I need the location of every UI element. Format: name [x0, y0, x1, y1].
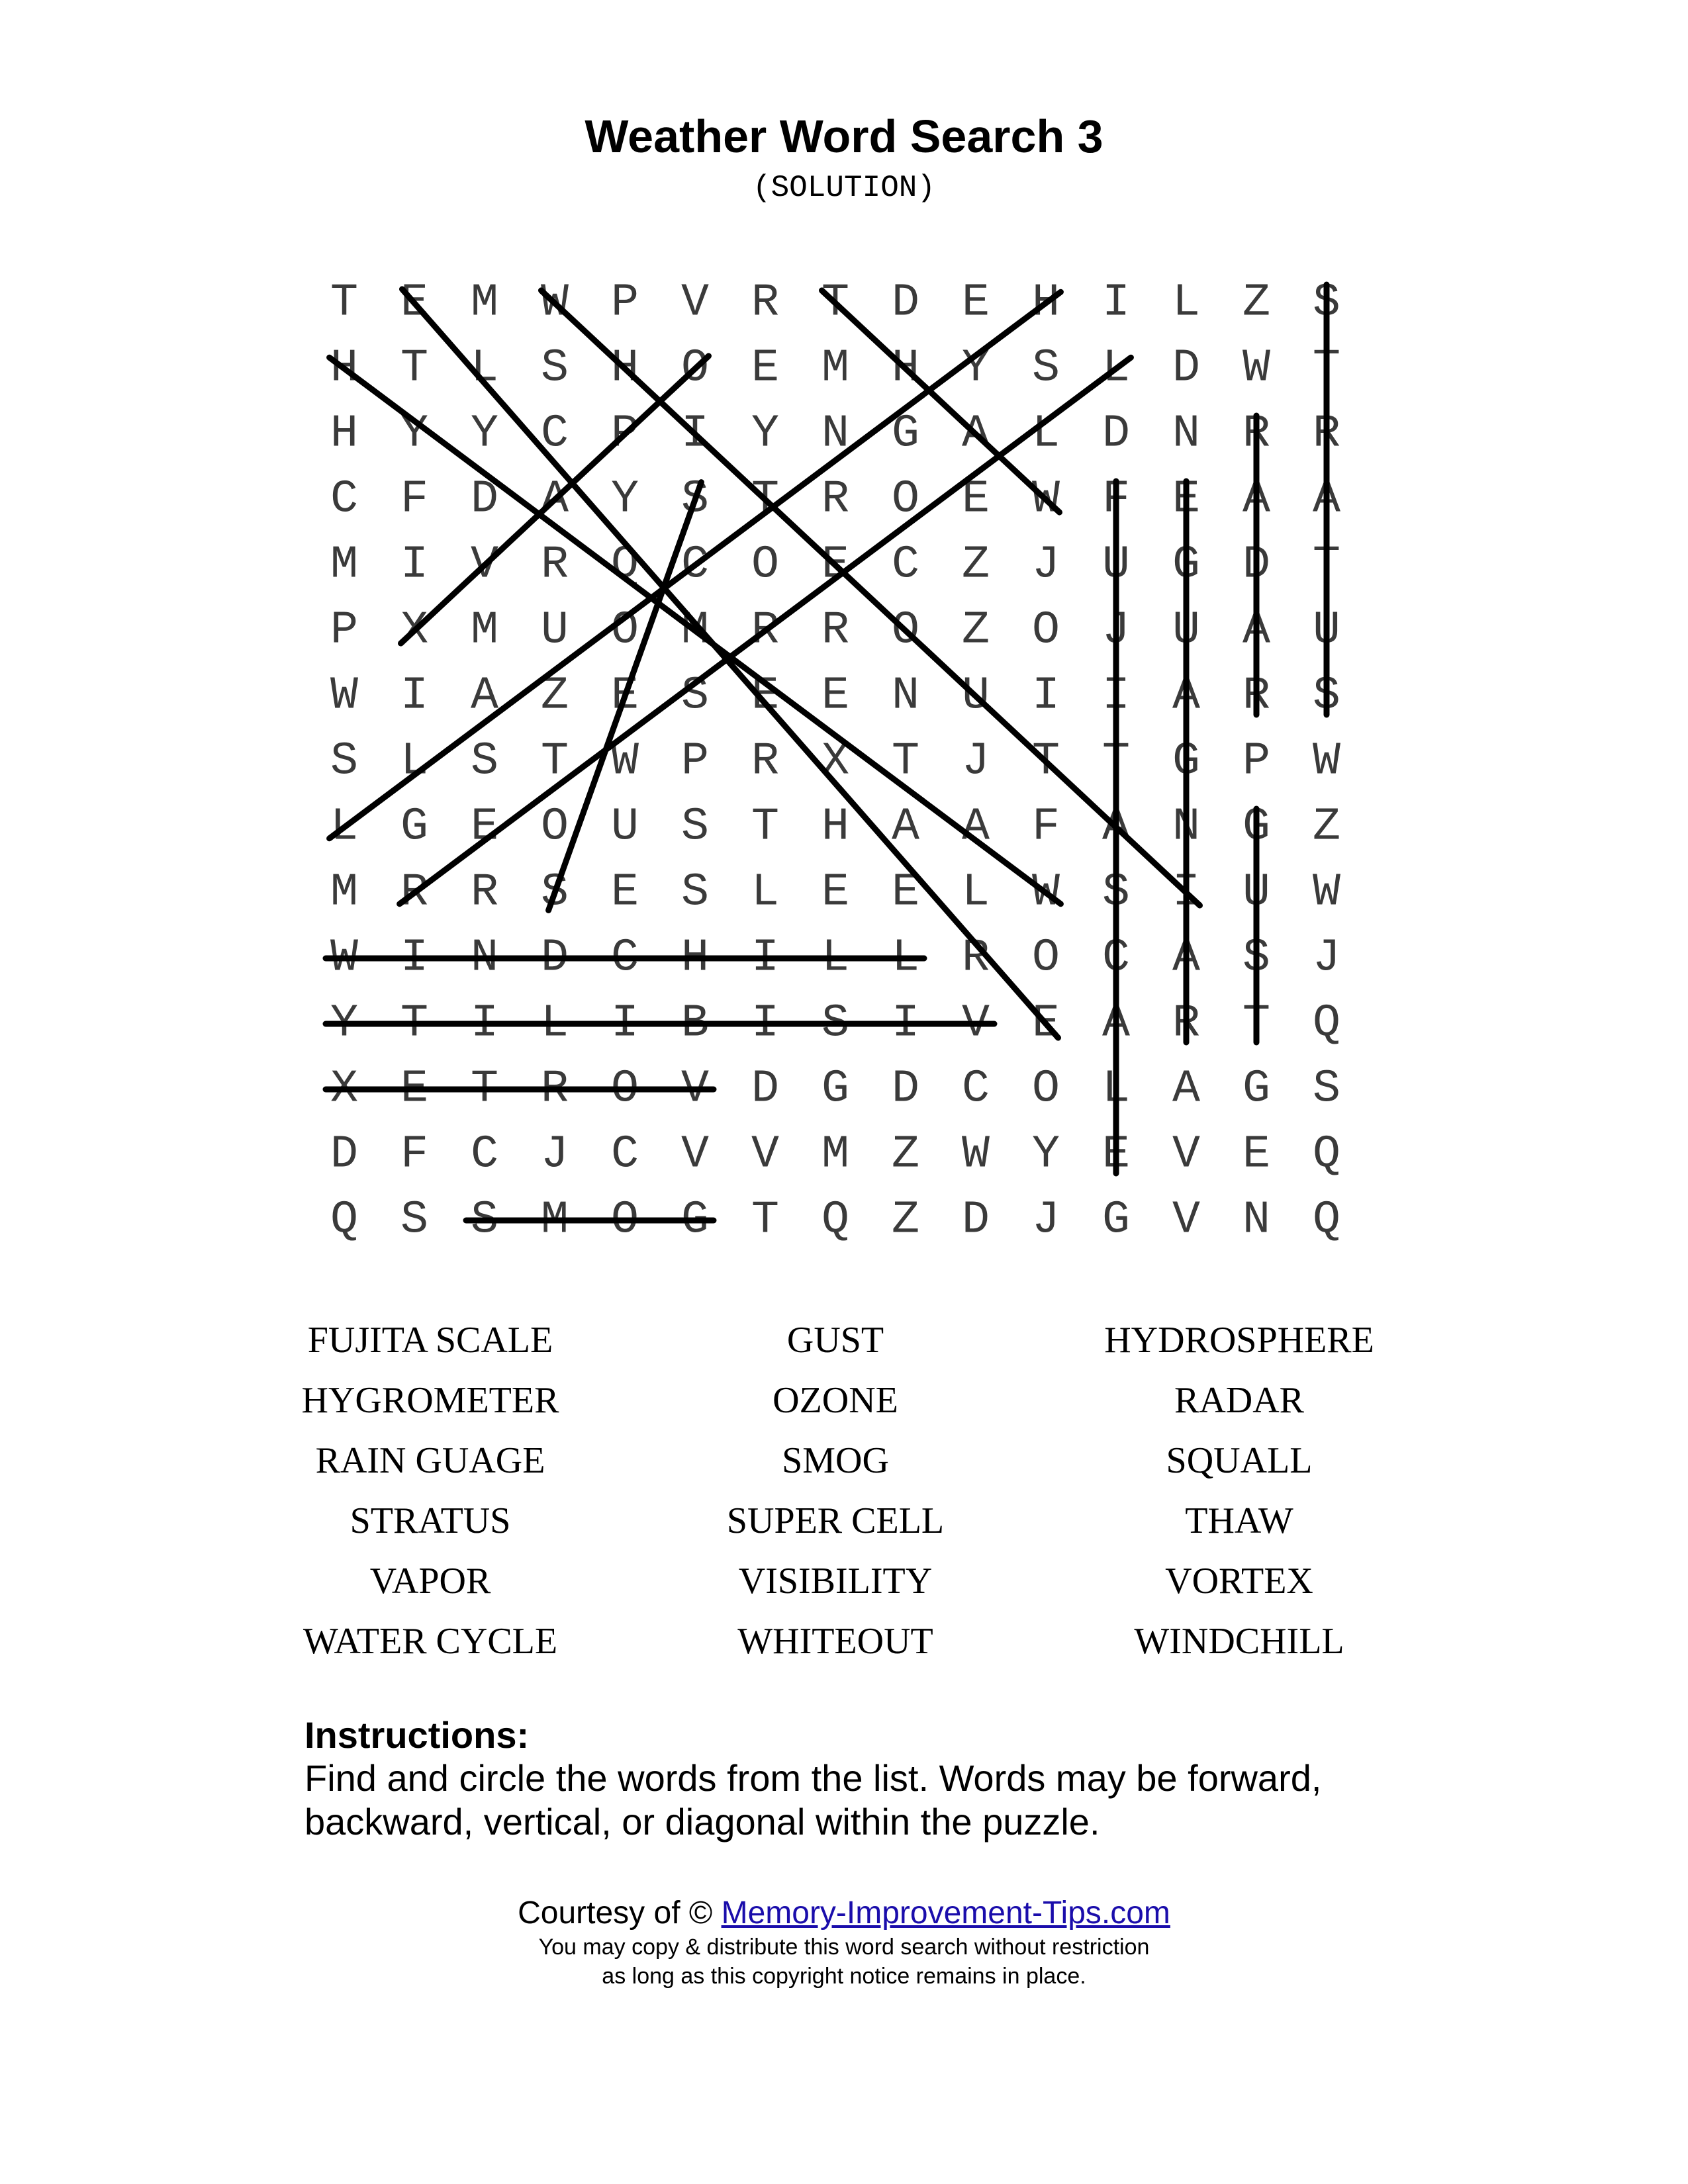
grid-cell: V: [1172, 1128, 1201, 1181]
word-list-item: RAIN GUAGE: [315, 1440, 545, 1481]
grid-cell: E: [961, 277, 990, 330]
grid-cell: Q: [1312, 1194, 1341, 1247]
grid-cell: R: [470, 866, 499, 919]
word-list-item: SUPER CELL: [726, 1500, 945, 1541]
grid-cell: O: [1031, 604, 1060, 657]
grid-cell: Z: [1242, 277, 1271, 330]
grid-cell: J: [1031, 539, 1060, 592]
word-list-item: VAPOR: [369, 1561, 491, 1602]
grid-cell: Q: [610, 539, 639, 592]
grid-cell: G: [680, 1194, 710, 1247]
grid-cell: S: [1312, 670, 1341, 723]
grid-cell: G: [891, 408, 920, 461]
grid-cell: I: [400, 932, 429, 985]
courtesy-prefix: Courtesy of ©: [518, 1895, 713, 1931]
grid-cell: I: [680, 408, 710, 461]
grid-cell: E: [821, 866, 850, 919]
grid-cell: A: [1172, 1063, 1201, 1116]
grid-cell: N: [1172, 408, 1201, 461]
instructions: [305, 1714, 1430, 1844]
grid-cell: U: [1172, 604, 1201, 657]
grid-cell: E: [961, 473, 990, 526]
grid-cell: E: [821, 539, 850, 592]
grid-cell: R: [1172, 997, 1201, 1050]
grid-cell: T: [400, 997, 429, 1050]
grid-cell: R: [1242, 408, 1271, 461]
grid-cell: Q: [1312, 997, 1341, 1050]
footer: [0, 1894, 1688, 1991]
strike-thaw: [822, 291, 1060, 512]
grid-cell: M: [470, 277, 499, 330]
grid-cell: C: [540, 408, 569, 461]
grid-cell: A: [1242, 604, 1271, 657]
solution-label: (SOLUTION): [752, 171, 936, 205]
grid-cell: D: [751, 1063, 780, 1116]
courtesy-line: [0, 1894, 1688, 1933]
website-link[interactable]: Memory-Improvement-Tips.com: [721, 1895, 1170, 1931]
grid-cell: X: [330, 1063, 359, 1116]
grid-cell: V: [470, 539, 499, 592]
grid-cell: L: [540, 997, 569, 1050]
grid-cell: L: [400, 735, 429, 788]
grid-cell: N: [1172, 801, 1201, 854]
grid-cell: E: [751, 342, 780, 395]
grid-cell: U: [1242, 866, 1271, 919]
grid-cell: Y: [330, 997, 359, 1050]
grid-cell: S: [470, 735, 499, 788]
grid-cell: N: [891, 670, 920, 723]
grid-cell: V: [961, 997, 990, 1050]
grid-cell: U: [610, 801, 639, 854]
grid-cell: Y: [1031, 1128, 1060, 1181]
grid-cell: M: [680, 604, 710, 657]
grid-cell: H: [1031, 277, 1060, 330]
grid-cell: M: [330, 866, 359, 919]
grid-cell: P: [1242, 735, 1271, 788]
grid-cell: W: [540, 277, 569, 330]
grid-cell: L: [751, 866, 780, 919]
grid-cell: W: [610, 735, 639, 788]
grid-cell: W: [1242, 342, 1271, 395]
grid-cell: E: [470, 801, 499, 854]
grid-cell: G: [1242, 1063, 1271, 1116]
grid-cell: A: [1172, 670, 1201, 723]
grid-cell: O: [751, 539, 780, 592]
grid-cell: L: [821, 932, 850, 985]
grid-cell: E: [1031, 997, 1060, 1050]
grid-cell: X: [400, 604, 429, 657]
grid-cell: M: [540, 1194, 569, 1247]
grid-cell: Y: [751, 408, 780, 461]
grid-cell: C: [680, 539, 710, 592]
grid-cell: D: [1172, 342, 1201, 395]
grid-cell: V: [680, 1063, 710, 1116]
grid-cell: S: [400, 1194, 429, 1247]
grid-cell: H: [821, 801, 850, 854]
word-list-item: HYGROMETER: [301, 1380, 559, 1421]
grid-cell: G: [1242, 801, 1271, 854]
grid-cell: Y: [610, 473, 639, 526]
grid-cell: M: [330, 539, 359, 592]
copyright-notice-line-1: You may copy & distribute this word search without restriction: [538, 1934, 1150, 1960]
grid-cell: E: [751, 670, 780, 723]
grid-cell: T: [821, 277, 850, 330]
grid-cell: S: [1312, 277, 1341, 330]
grid-cell: S: [540, 342, 569, 395]
grid-cell: I: [891, 997, 920, 1050]
grid-cell: G: [821, 1063, 850, 1116]
grid-cell: I: [751, 997, 780, 1050]
grid-cell: D: [540, 932, 569, 985]
grid-cell: I: [400, 670, 429, 723]
grid-cell: M: [821, 1128, 850, 1181]
grid-cell: H: [330, 408, 359, 461]
grid-cell: H: [680, 932, 710, 985]
grid-cell: F: [1031, 801, 1060, 854]
grid-cell: M: [470, 604, 499, 657]
grid-cell: J: [1031, 1194, 1060, 1247]
grid-cell: R: [751, 604, 780, 657]
word-list-item: SMOG: [782, 1440, 889, 1481]
word-list-item: STRATUS: [350, 1500, 511, 1541]
grid-cell: G: [1102, 1194, 1131, 1247]
grid-cell: I: [1172, 866, 1201, 919]
word-list-item: WINDCHILL: [1134, 1621, 1344, 1662]
grid-cell: T: [1102, 735, 1131, 788]
grid-cell: L: [1102, 342, 1131, 395]
grid-cell: T: [1242, 997, 1271, 1050]
grid-cell: V: [751, 1128, 780, 1181]
grid-cell: P: [330, 604, 359, 657]
grid-cell: Z: [961, 539, 990, 592]
grid-cell: E: [891, 866, 920, 919]
grid-cell: O: [891, 473, 920, 526]
grid-cell: C: [1102, 932, 1131, 985]
word-list-item: OZONE: [773, 1380, 898, 1421]
grid-cell: A: [891, 801, 920, 854]
grid-cell: J: [540, 1128, 569, 1181]
grid-cell: S: [1031, 342, 1060, 395]
grid-cell: W: [961, 1128, 990, 1181]
grid-cell: D: [1242, 539, 1271, 592]
grid-cell: N: [821, 408, 850, 461]
word-list-item: HYDROSPHERE: [1104, 1320, 1374, 1361]
grid-cell: T: [1312, 539, 1341, 592]
grid-cell: E: [400, 1063, 429, 1116]
instructions-heading: Instructions:: [305, 1714, 530, 1756]
word-list: [0, 1317, 1688, 1688]
grid-cell: L: [330, 801, 359, 854]
grid-cell: H: [330, 342, 359, 395]
grid-cell: C: [610, 932, 639, 985]
grid-cell: G: [1172, 539, 1201, 592]
grid-cell: A: [540, 473, 569, 526]
grid-cell: R: [1242, 670, 1271, 723]
grid-cell: I: [1031, 670, 1060, 723]
grid-cell: O: [610, 604, 639, 657]
grid-cell: T: [540, 735, 569, 788]
grid-cell: S: [540, 866, 569, 919]
grid-cell: F: [1102, 473, 1131, 526]
grid-cell: O: [610, 1063, 639, 1116]
grid-cell: E: [1172, 473, 1201, 526]
grid-cell: S: [1102, 866, 1131, 919]
grid-cell: H: [891, 342, 920, 395]
grid-cell: C: [330, 473, 359, 526]
grid-cell: S: [680, 801, 710, 854]
grid-cell: E: [1242, 1128, 1271, 1181]
grid-cell: F: [400, 473, 429, 526]
grid-cell: W: [330, 932, 359, 985]
word-list-item: VORTEX: [1165, 1561, 1313, 1602]
grid-cell: U: [961, 670, 990, 723]
grid-cell: I: [751, 932, 780, 985]
grid-cell: S: [680, 473, 710, 526]
grid-cell: E: [821, 670, 850, 723]
grid-cell: A: [1312, 473, 1341, 526]
grid-cell: W: [330, 670, 359, 723]
grid-cell: R: [751, 735, 780, 788]
grid-cell: P: [610, 277, 639, 330]
word-list-item: SQUALL: [1166, 1440, 1313, 1481]
strike-ozone: [401, 356, 709, 643]
grid-cell: M: [821, 342, 850, 395]
word-list-item: WHITEOUT: [737, 1621, 933, 1662]
grid-cell: R: [540, 1063, 569, 1116]
grid-cell: D: [330, 1128, 359, 1181]
grid-cell: O: [891, 604, 920, 657]
grid-cell: V: [680, 277, 710, 330]
grid-cell: O: [1031, 1063, 1060, 1116]
grid-cell: A: [470, 670, 499, 723]
grid-cell: H: [610, 342, 639, 395]
instructions-line-1: Find and circle the words from the list. Words may be forward,: [305, 1757, 1322, 1799]
grid-cell: O: [1031, 932, 1060, 985]
grid-cell: A: [1102, 997, 1131, 1050]
grid-cell: A: [961, 801, 990, 854]
grid-cell: O: [610, 1194, 639, 1247]
grid-cell: W: [1031, 473, 1060, 526]
grid-cell: A: [1102, 801, 1131, 854]
grid-cell: I: [610, 997, 639, 1050]
grid-cell: Q: [821, 1194, 850, 1247]
word-list-item: FUJITA SCALE: [307, 1320, 553, 1361]
grid-cell: N: [470, 932, 499, 985]
grid-cell: G: [1172, 735, 1201, 788]
grid-cell: Q: [1312, 1128, 1341, 1181]
grid-cell: Z: [540, 670, 569, 723]
grid-cell: E: [400, 277, 429, 330]
grid-cell: G: [400, 801, 429, 854]
grid-cell: I: [400, 539, 429, 592]
grid-cell: O: [540, 801, 569, 854]
grid-cell: E: [610, 670, 639, 723]
grid-cell: S: [1312, 1063, 1341, 1116]
page-title: Weather Word Search 3: [585, 111, 1103, 162]
grid-cell: Y: [961, 342, 990, 395]
grid-cell: D: [891, 277, 920, 330]
grid-cell: W: [1312, 735, 1341, 788]
grid-cell: L: [1102, 1063, 1131, 1116]
grid-cell: B: [680, 997, 710, 1050]
word-list-item: VISIBILITY: [738, 1561, 933, 1602]
grid-cell: R: [1312, 408, 1341, 461]
grid-cell: T: [400, 342, 429, 395]
grid-cell: C: [891, 539, 920, 592]
grid-cell: A: [961, 408, 990, 461]
grid-cell: F: [400, 1128, 429, 1181]
grid-cell: Y: [400, 408, 429, 461]
grid-cell: L: [891, 932, 920, 985]
grid-cell: Q: [330, 1194, 359, 1247]
grid-cell: S: [680, 866, 710, 919]
grid-cell: W: [1312, 866, 1341, 919]
grid-cell: U: [1312, 604, 1341, 657]
grid-cell: S: [1242, 932, 1271, 985]
grid-cell: R: [821, 473, 850, 526]
grid-cell: E: [1102, 1128, 1131, 1181]
grid-cell: V: [1172, 1194, 1201, 1247]
grid-cell: L: [470, 342, 499, 395]
grid-cell: D: [961, 1194, 990, 1247]
grid-cell: S: [470, 1194, 499, 1247]
strike-whiteout: [402, 289, 1058, 1038]
grid-cell: U: [1102, 539, 1131, 592]
grid-cell: D: [891, 1063, 920, 1116]
word-list-item: THAW: [1185, 1500, 1293, 1541]
grid-cell: T: [751, 473, 780, 526]
grid-cell: T: [470, 1063, 499, 1116]
grid-cell: S: [821, 997, 850, 1050]
grid-cell: X: [821, 735, 850, 788]
grid-cell: R: [400, 866, 429, 919]
grid-cell: A: [1172, 932, 1201, 985]
grid-cell: Z: [891, 1194, 920, 1247]
grid-cell: T: [330, 277, 359, 330]
grid-cell: W: [1031, 866, 1060, 919]
grid-cell: C: [470, 1128, 499, 1181]
grid-cell: L: [1031, 408, 1060, 461]
grid-cell: S: [330, 735, 359, 788]
grid-cell: P: [610, 408, 639, 461]
grid-cell: L: [1172, 277, 1201, 330]
grid-cell: V: [680, 1128, 710, 1181]
grid-cell: C: [961, 1063, 990, 1116]
grid-cell: U: [540, 604, 569, 657]
grid-cell: C: [610, 1128, 639, 1181]
grid-cell: O: [680, 342, 710, 395]
grid-cell: I: [1102, 277, 1131, 330]
grid-cell: T: [1031, 735, 1060, 788]
grid-cell: J: [1102, 604, 1131, 657]
grid-cell: L: [961, 866, 990, 919]
word-list-item: RADAR: [1174, 1380, 1305, 1421]
grid-cell: N: [1242, 1194, 1271, 1247]
word-list-item: WATER CYCLE: [303, 1621, 558, 1662]
grid-cell: P: [680, 735, 710, 788]
grid-cell: Z: [1312, 801, 1341, 854]
grid-cell: I: [1102, 670, 1131, 723]
grid-cell: D: [470, 473, 499, 526]
grid-cell: T: [751, 1194, 780, 1247]
grid-cell: R: [821, 604, 850, 657]
grid-cell: R: [751, 277, 780, 330]
grid-cell: D: [1102, 408, 1131, 461]
grid-cell: J: [961, 735, 990, 788]
grid-cell: A: [1242, 473, 1271, 526]
grid-cell: Y: [470, 408, 499, 461]
instructions-line-2: backward, vertical, or diagonal within the puzzle.: [305, 1801, 1100, 1843]
grid-cell: E: [610, 866, 639, 919]
grid-cell: T: [751, 801, 780, 854]
grid-cell: Z: [961, 604, 990, 657]
grid-cell: R: [961, 932, 990, 985]
grid-cell: T: [891, 735, 920, 788]
word-list-item: GUST: [786, 1320, 884, 1361]
grid-cell: Z: [891, 1128, 920, 1181]
grid-cell: J: [1312, 932, 1341, 985]
copyright-notice-line-2: as long as this copyright notice remains in place.: [602, 1964, 1086, 1989]
grid-cell: S: [680, 670, 710, 723]
grid-cell: I: [470, 997, 499, 1050]
grid-cell: T: [1312, 342, 1341, 395]
grid-cell: R: [540, 539, 569, 592]
